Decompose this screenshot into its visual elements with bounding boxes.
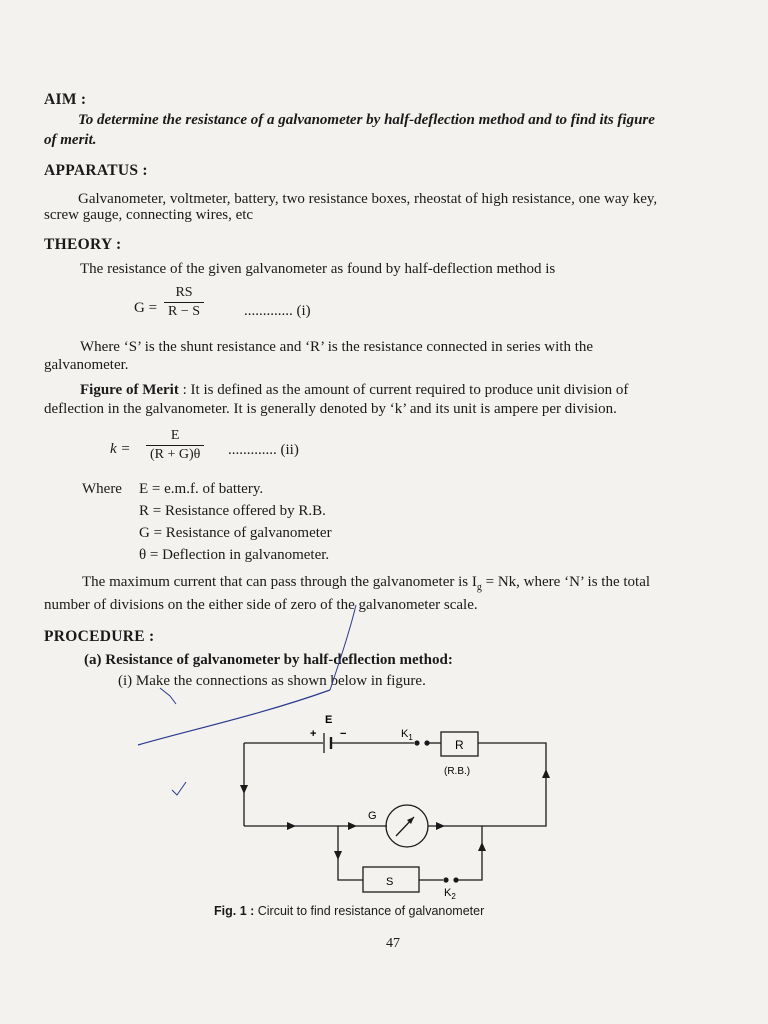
figure-caption [214,902,484,920]
label-plus: + [310,728,317,740]
label-K2 [444,887,456,901]
apparatus-text-line2: screw gauge, connecting wires, etc [44,207,254,223]
label-K2-sub: 2 [451,892,456,901]
label-S: S [386,876,394,888]
label-E: E [325,714,333,726]
k2-terminal-left [443,877,448,882]
k1-terminal-left [414,740,419,745]
max-current-text-a: The maximum current that can pass through the galvanometer is I [82,574,477,590]
label-K1-sub: 1 [408,733,413,742]
eq1-numerator: RS [175,285,193,300]
aim-text-line2: of merit. [44,132,97,148]
def-E: E = e.m.f. of battery. [139,481,264,497]
label-K1-main: K [401,728,409,740]
label-G: G [368,810,377,822]
label-minus: − [340,728,347,740]
fom-label: Figure of Merit [80,382,179,398]
eq2-denominator: (R + G)θ [146,445,204,463]
page-number: 47 [386,936,400,951]
figure-caption-label: Fig. 1 : [214,904,255,918]
procedure-heading: PROCEDURE : [44,628,155,645]
def-theta: θ = Deflection in galvanometer. [139,547,330,563]
procedure-step-i: (i) Make the connections as shown below in figure. [118,673,426,689]
eq1-lhs: G = [134,300,158,316]
label-RB: (R.B.) [444,766,471,777]
max-current-text-b: = Nk, where ‘N’ is the total [481,574,651,590]
defs-where: Where [82,481,122,497]
def-R: R = Resistance offered by R.B. [139,503,326,519]
eq2-tag: ............. (ii) [228,442,299,458]
max-current-subscript: g [476,582,482,593]
label-R: R [455,738,464,752]
k1-terminal-right [424,740,429,745]
eq1-tag: ............. (i) [244,303,311,319]
where-line1: Where ‘S’ is the shunt resistance and ‘R’ is the resistance connected in series with the [80,339,594,355]
theory-heading: THEORY : [44,236,122,253]
eq2-numerator: E [170,428,180,443]
fom-line1-text: : It is defined as the amount of current required to produce unit division of [178,382,629,398]
apparatus-heading: APPARATUS : [44,162,148,179]
label-K2-main: K [444,887,452,899]
def-G: G = Resistance of galvanometer [139,525,332,541]
eq1-denominator: R − S [164,302,204,320]
max-current-line2: number of divisions on the either side of zero of the galvanometer scale. [44,597,478,613]
procedure-sub-a-text: (a) Resistance of galvanometer by half-deflection method: [84,652,453,668]
aim-text-line1: To determine the resistance of a galvanometer by half-deflection method and to find its figure [78,112,655,128]
apparatus-text-line1: Galvanometer, voltmeter, battery, two resistance boxes, rheostat of high resistance, one way key, [78,191,658,207]
k2-terminal-right [453,877,458,882]
label-K1 [401,728,413,742]
theory-intro: The resistance of the given galvanometer as found by half-deflection method is [80,261,556,277]
where-line2: galvanometer. [44,357,129,373]
aim-heading: AIM : [44,91,87,108]
eq2-lhs-text: k = [110,441,131,457]
fom-line2: deflection in the galvanometer. It is generally denoted by ‘k’ and its unit is ampere per division. [44,401,617,417]
figure-caption-text: Circuit to find resistance of galvanometer [254,904,485,918]
